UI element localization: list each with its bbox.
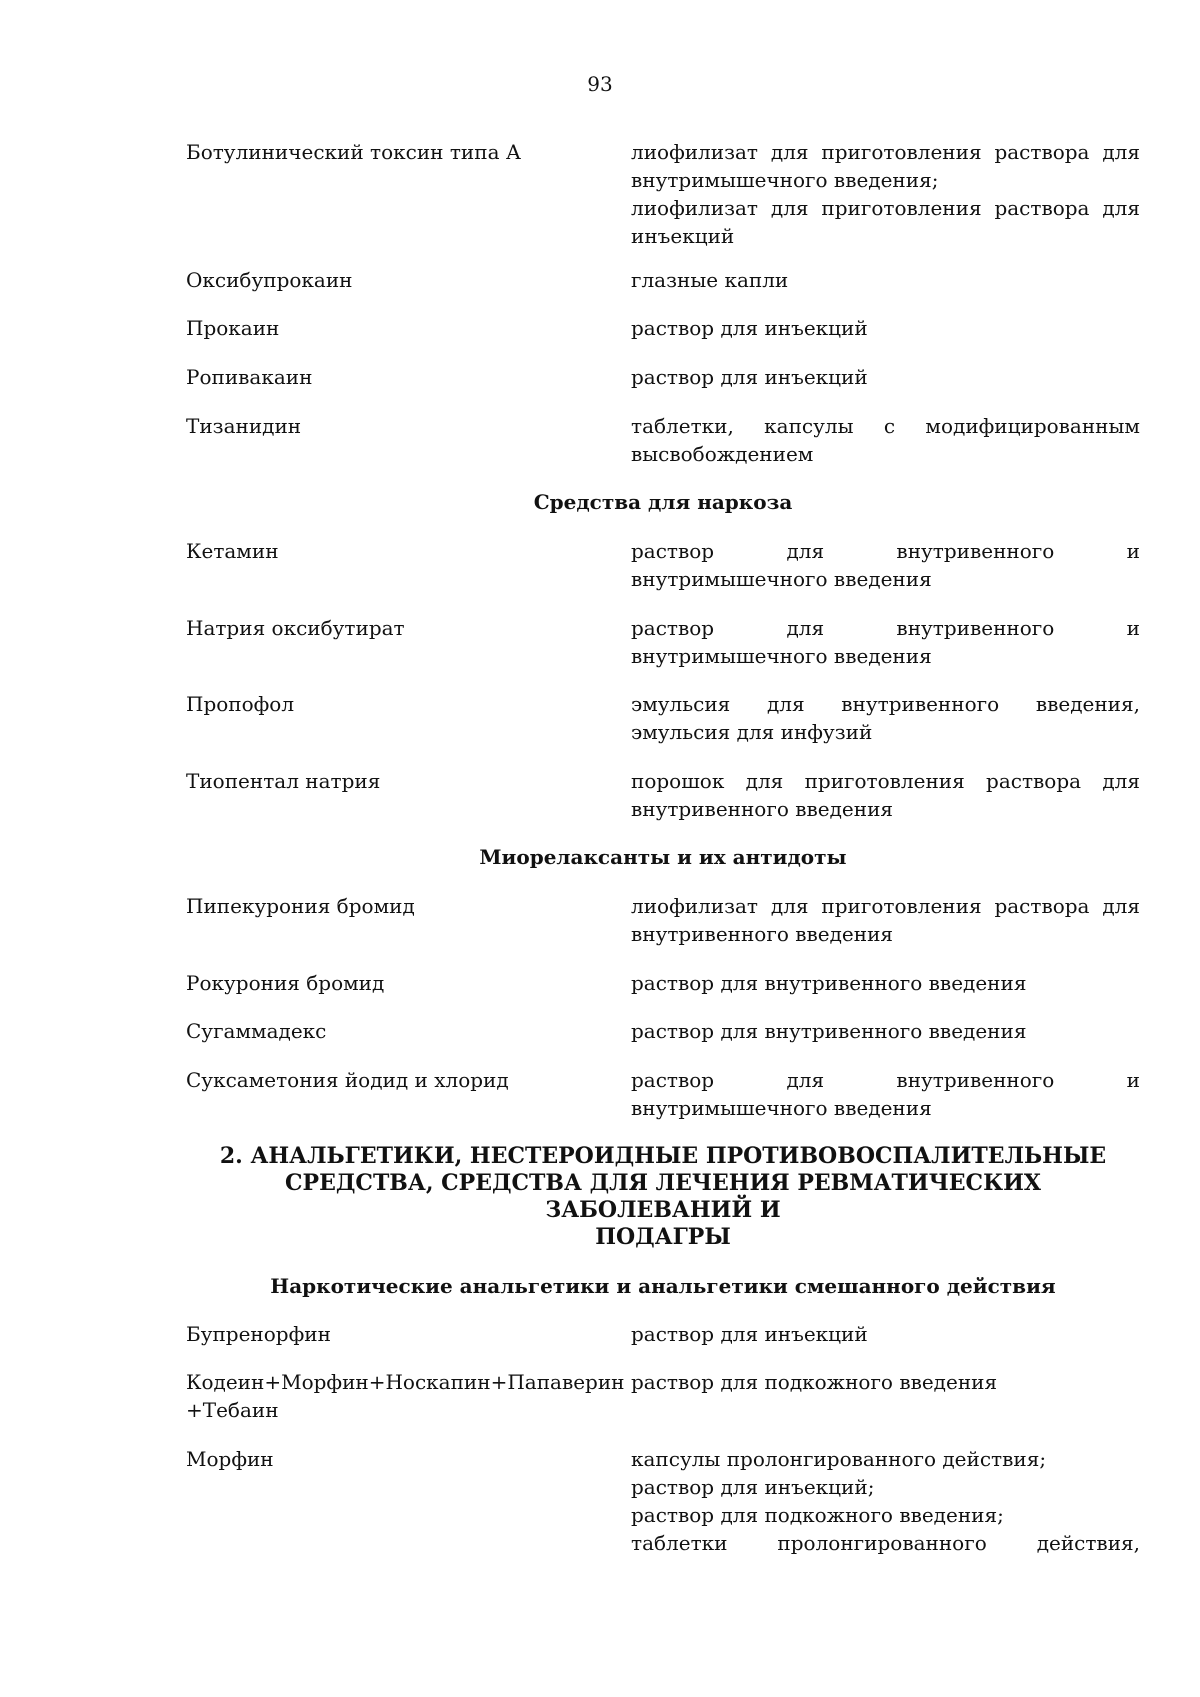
form-line: раствор для внутривенного введения bbox=[631, 971, 1027, 995]
drug-form bbox=[631, 1368, 1140, 1424]
drug-form bbox=[631, 266, 1140, 294]
chapter-heading bbox=[186, 1143, 1140, 1251]
drug-name: Пропофол bbox=[186, 692, 295, 716]
drug-row bbox=[186, 314, 1140, 342]
drug-form bbox=[631, 314, 1140, 342]
drug-name: Ропивакаин bbox=[186, 365, 313, 389]
form-line: раствор для инъекций bbox=[631, 365, 868, 389]
form-line: таблетки, капсулы с модифицированным высвобождением bbox=[631, 414, 1140, 466]
section-heading: Наркотические анальгетики и анальгетики смешанного действия bbox=[270, 1274, 1056, 1298]
section-heading: Средства для наркоза bbox=[533, 490, 793, 514]
drug-row bbox=[186, 690, 1140, 746]
form-line: раствор для подкожного введения; bbox=[631, 1503, 1004, 1527]
drug-row bbox=[186, 614, 1140, 670]
form-line: раствор для внутривенного и внутримышечного введения bbox=[631, 1068, 1140, 1120]
drug-name: Бупренорфин bbox=[186, 1322, 331, 1346]
chapter-heading-line: 2. АНАЛЬГЕТИКИ, НЕСТЕРОИДНЫЕ ПРОТИВОВОСПАЛИТЕЛЬНЫЕ bbox=[219, 1143, 1107, 1169]
form-line: раствор для инъекций bbox=[631, 1322, 868, 1346]
drug-name: Кодеин+Морфин+Носкапин+Папаверин +Тебаин bbox=[186, 1370, 625, 1422]
drug-row bbox=[186, 412, 1140, 468]
form-line: порошок для приготовления раствора для внутривенного введения bbox=[631, 769, 1140, 821]
form-line: капсулы пролонгированного действия; bbox=[631, 1447, 1047, 1471]
drug-name: Морфин bbox=[186, 1447, 274, 1471]
drug-row bbox=[186, 537, 1140, 593]
drug-name: Рокурония бромид bbox=[186, 971, 385, 995]
drug-row bbox=[186, 892, 1140, 948]
drug-form bbox=[631, 1066, 1140, 1122]
drug-form bbox=[631, 412, 1140, 468]
drug-name: Пипекурония бромид bbox=[186, 894, 415, 918]
drug-form bbox=[631, 969, 1140, 997]
form-line: раствор для инъекций bbox=[631, 316, 868, 340]
drug-row bbox=[186, 363, 1140, 391]
drug-row bbox=[186, 1017, 1140, 1045]
form-line: эмульсия для внутривенного введения, эмульсия для инфузий bbox=[631, 692, 1140, 744]
form-line: раствор для внутривенного и внутримышечного введения bbox=[631, 616, 1140, 668]
form-line: лиофилизат для приготовления раствора для внутривенного введения bbox=[631, 894, 1140, 946]
drug-form bbox=[631, 614, 1140, 670]
drug-name: Ботулинический токсин типа А bbox=[186, 140, 522, 164]
drug-form bbox=[631, 690, 1140, 746]
form-line: глазные капли bbox=[631, 268, 789, 292]
drug-name: Кетамин bbox=[186, 539, 279, 563]
chapter-heading-line: СРЕДСТВА, СРЕДСТВА ДЛЯ ЛЕЧЕНИЯ РЕВМАТИЧЕСКИХ ЗАБОЛЕВАНИЙ И bbox=[285, 1170, 1041, 1223]
drug-row bbox=[186, 767, 1140, 823]
drug-row bbox=[186, 1066, 1140, 1122]
drug-name: Сугаммадекс bbox=[186, 1019, 327, 1043]
drug-form bbox=[631, 1017, 1140, 1045]
drug-row bbox=[186, 138, 1140, 250]
drug-form bbox=[631, 892, 1140, 948]
drug-row bbox=[186, 266, 1140, 294]
drug-name: Оксибупрокаин bbox=[186, 268, 353, 292]
drug-name: Суксаметония йодид и хлорид bbox=[186, 1068, 509, 1092]
drug-row bbox=[186, 1368, 1140, 1424]
drug-form bbox=[631, 138, 1140, 250]
drug-row bbox=[186, 1445, 1140, 1557]
drug-name: Натрия оксибутират bbox=[186, 616, 405, 640]
section-heading: Миорелаксанты и их антидоты bbox=[479, 845, 847, 869]
drug-row bbox=[186, 1320, 1140, 1348]
form-line: лиофилизат для приготовления раствора для внутримышечного введения; bbox=[631, 140, 1140, 192]
drug-row bbox=[186, 969, 1140, 997]
drug-name: Тизанидин bbox=[186, 414, 302, 438]
page-number: 93 bbox=[587, 72, 613, 96]
drug-form bbox=[631, 363, 1140, 391]
drug-form bbox=[631, 767, 1140, 823]
form-line: лиофилизат для приготовления раствора для инъекций bbox=[631, 196, 1140, 248]
drug-form bbox=[631, 537, 1140, 593]
form-line: раствор для подкожного введения bbox=[631, 1370, 998, 1394]
form-line: раствор для инъекций; bbox=[631, 1475, 875, 1499]
form-line: таблетки пролонгированного действия, bbox=[631, 1531, 1140, 1555]
drug-name: Тиопентал натрия bbox=[186, 769, 381, 793]
chapter-heading-line: ПОДАГРЫ bbox=[595, 1224, 731, 1250]
form-line: раствор для внутривенного и внутримышечного введения bbox=[631, 539, 1140, 591]
drug-form bbox=[631, 1320, 1140, 1348]
form-line: раствор для внутривенного введения bbox=[631, 1019, 1027, 1043]
drug-form bbox=[631, 1445, 1140, 1557]
drug-name: Прокаин bbox=[186, 316, 280, 340]
